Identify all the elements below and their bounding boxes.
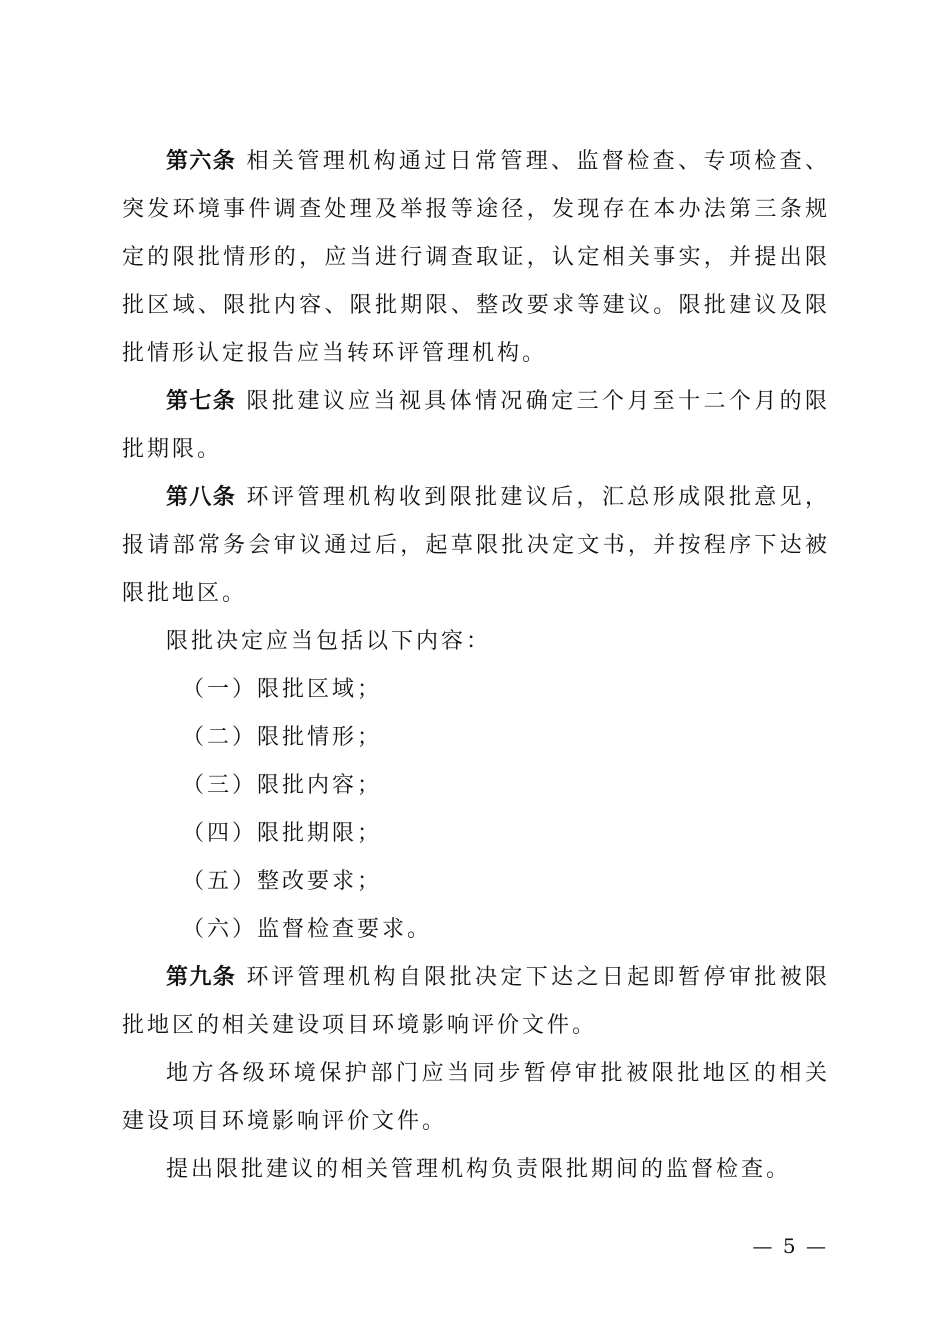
article-7-text: 限批建议应当视具体情况确定三个月至十二个月的限批期限。 <box>122 389 830 462</box>
article-8-label: 第八条 <box>166 485 237 510</box>
article-9-text: 环评管理机构自限批决定下达之日起即暂停审批被限批地区的相关建设项目环境影响评价文件。 <box>122 965 830 1038</box>
document-body <box>122 138 830 1194</box>
article-6-label: 第六条 <box>166 149 237 174</box>
article-9-paragraph-3: 提出限批建议的相关管理机构负责限批期间的监督检查。 <box>166 1157 792 1182</box>
article-8-text: 环评管理机构收到限批建议后，汇总形成限批意见，报请部常务会审议通过后，起草限批决定文书，并按程序下达被限批地区。 <box>122 485 830 606</box>
list-item: （五）整改要求； <box>182 869 383 894</box>
list-item: （六）监督检查要求。 <box>182 917 433 942</box>
page-number: — 5 — <box>752 1234 828 1258</box>
article-6-paragraph <box>122 138 830 378</box>
article-9-paragraph <box>122 954 830 1050</box>
article-9-paragraph-2: 地方各级环境保护部门应当同步暂停审批被限批地区的相关建设项目环境影响评价文件。 <box>122 1061 830 1134</box>
article-8-paragraph <box>122 474 830 618</box>
article-8-intro: 限批决定应当包括以下内容： <box>166 629 492 654</box>
article-9-label: 第九条 <box>166 965 237 990</box>
list-item: （一）限批区域； <box>182 677 383 702</box>
list-item: （二）限批情形； <box>182 725 383 750</box>
list-item: （四）限批期限； <box>182 821 383 846</box>
article-7-paragraph <box>122 378 830 474</box>
article-6-text: 相关管理机构通过日常管理、监督检查、专项检查、突发环境事件调查处理及举报等途径，发现存在本办法第三条规定的限批情形的，应当进行调查取证，认定相关事实，并提出限批区域、限批内容、限批期限、整改要求等建议。限批建议及限批情形认定报告应当转环评管理机构。 <box>122 149 830 366</box>
list-item: （三）限批内容； <box>182 773 383 798</box>
article-7-label: 第七条 <box>166 389 237 414</box>
